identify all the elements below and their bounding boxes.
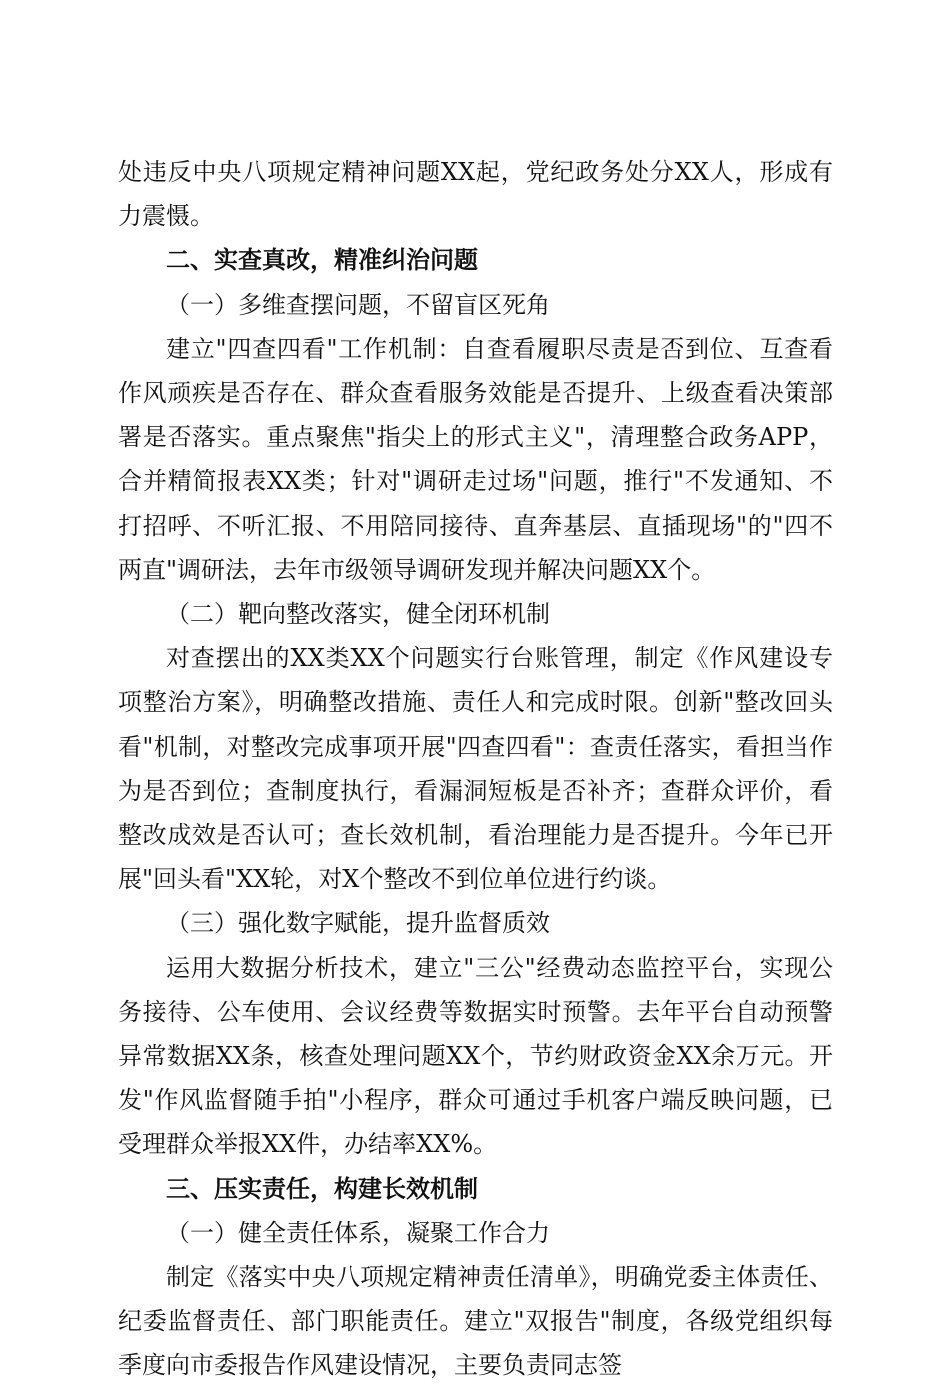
paragraph-2-1: 建立"四查四看"工作机制：自查看履职尽责是否到位、互查看作风顽疾是否存在、群众查看服务效能是否提升、上级查看决策部署是否落实。重点聚焦"指尖上的形式主义"，清理整合政务APP，合并精简报表XX类；针对"调研走过场"问题，推行"不发通知、不打招呼、不听汇报、不用陪同接待、直奔基层、直插现场"的"四不两直"调研法，去年市级领导调研发现并解决问题XX个。 xyxy=(118,334,833,584)
paragraph-3-1: 制定《落实中央八项规定精神责任清单》，明确党委主体责任、纪委监督责任、部门职能责任。建立"双报告"制度，各级党组织每季度向市委报告作风建设情况，主要负责同志签 xyxy=(118,1263,833,1380)
subsection-heading-2-3: （三）强化数字赋能，提升监督质效 xyxy=(166,909,550,938)
subsection-heading-2-1: （一）多维查摆问题，不留盲区死角 xyxy=(166,290,550,319)
section-heading-2: 二、实查真改，精准纠治问题 xyxy=(166,245,478,275)
subsection-heading-2-2: （二）靶向整改落实，健全闭环机制 xyxy=(166,600,550,629)
paragraph-2-2: 对查摆出的XX类XX个问题实行台账管理，制定《作风建设专项整治方案》，明确整改措施、责任人和完成时限。创新"整改回头看"机制，对整改完成事项开展"四查四看"：查责任落实，看担当作为是否到位；查制度执行，看漏洞短板是否补齐；查群众评价，看整改成效是否认可；查长效机制，看治理能力是否提升。今年已开展"回头看"XX轮，对X个整改不到位单位进行约谈。 xyxy=(118,644,833,894)
document-body xyxy=(118,150,833,1388)
section-heading-3: 三、压实责任，构建长效机制 xyxy=(166,1173,478,1203)
paragraph-continued: 处违反中央八项规定精神问题XX起，党纪政务处分XX人，形成有力震慑。 xyxy=(118,158,833,231)
paragraph-2-3: 运用大数据分析技术，建立"三公"经费动态监控平台，实现公务接待、公车使用、会议经费等数据实时预警。去年平台自动预警异常数据XX条，核查处理问题XX个，节约财政资金XX余万元。开发"作风监督随手拍"小程序，群众可通过手机客户端反映问题，已受理群众举报XX件，办结率XX%。 xyxy=(118,953,833,1159)
subsection-heading-3-1: （一）健全责任体系，凝聚工作合力 xyxy=(166,1218,550,1247)
